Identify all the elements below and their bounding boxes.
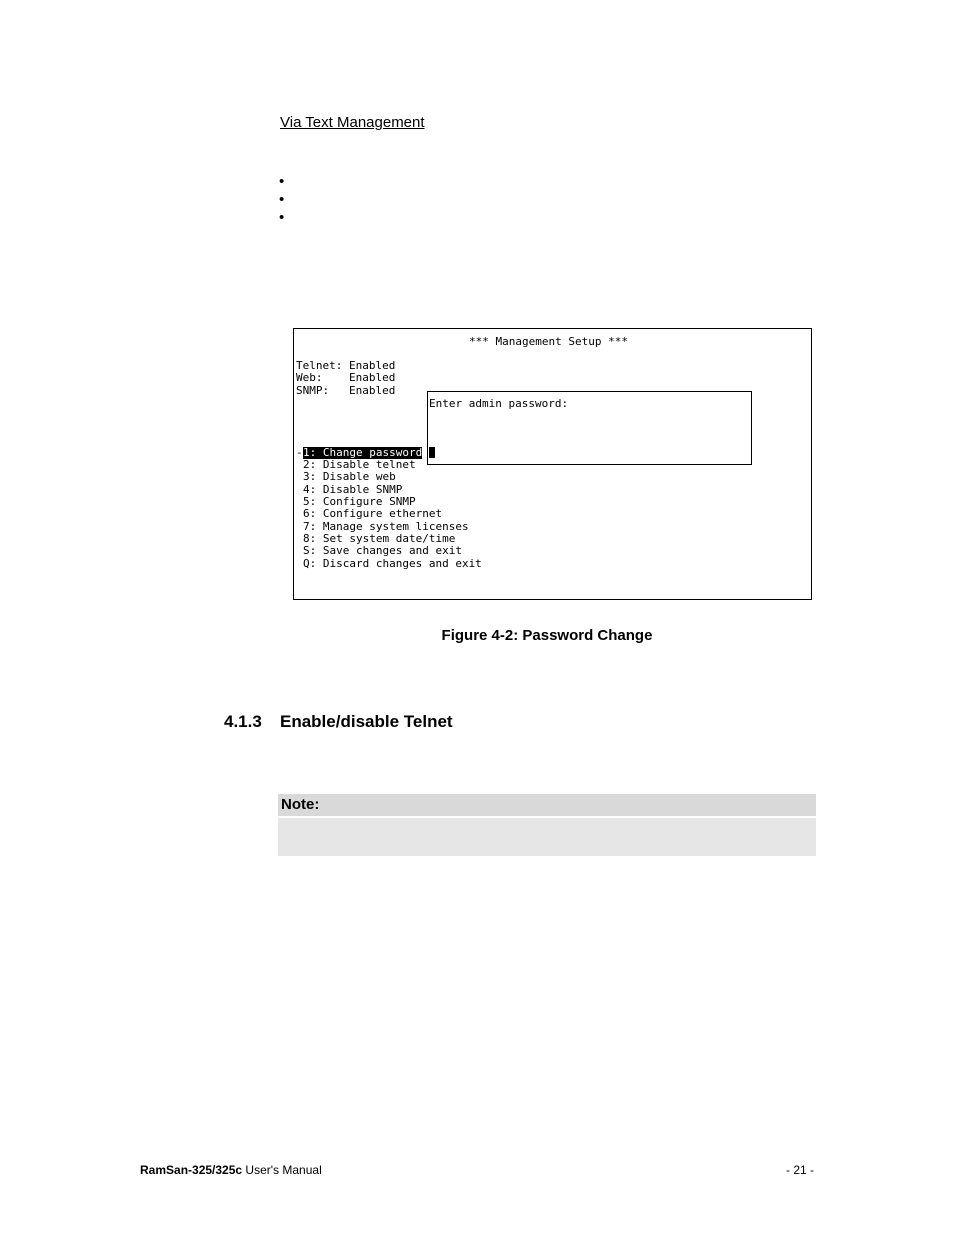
footer-title — [140, 1163, 322, 1177]
bullet-item: • — [279, 173, 285, 190]
menu-item-set-date-time[interactable]: 8: Set system date/time — [303, 532, 456, 545]
section-number: 4.1.3 — [224, 712, 262, 731]
footer-product: RamSan-325/325c — [140, 1163, 243, 1177]
menu-item-disable-snmp[interactable]: 4: Disable SNMP — [303, 483, 403, 496]
status-snmp: SNMP: Enabled — [296, 384, 396, 397]
menu-item-disable-web[interactable]: 3: Disable web — [303, 470, 396, 483]
terminal-screenshot — [293, 328, 812, 600]
selection-marker: - — [296, 446, 303, 459]
password-prompt: Enter admin password: — [429, 397, 569, 410]
menu-item-configure-ethernet[interactable]: 6: Configure ethernet — [303, 507, 443, 520]
menu-item-disable-telnet[interactable]: 2: Disable telnet — [303, 458, 416, 471]
menu-item-save-exit[interactable]: S: Save changes and exit — [303, 544, 462, 557]
section-heading — [224, 712, 453, 732]
text-cursor — [429, 447, 435, 458]
status-telnet: Telnet: Enabled — [296, 359, 396, 372]
menu-item-configure-snmp[interactable]: 5: Configure SNMP — [303, 495, 416, 508]
page-number: - 21 - — [785, 1163, 814, 1177]
footer-manual: User's Manual — [242, 1163, 322, 1177]
status-web: Web: Enabled — [296, 371, 396, 384]
section-title: Enable/disable Telnet — [280, 712, 453, 731]
note-label: Note: — [278, 794, 816, 816]
bullet-item: • — [279, 209, 285, 226]
note-body — [278, 818, 816, 856]
menu-item-change-password[interactable]: 1: Change password — [303, 446, 423, 459]
terminal-title: *** Management Setup *** — [469, 335, 628, 348]
password-dialog — [427, 391, 752, 465]
note-box — [278, 794, 816, 856]
bullet-item: • — [279, 191, 285, 208]
menu-item-discard-exit[interactable]: Q: Discard changes and exit — [303, 557, 482, 570]
menu-item-manage-licenses[interactable]: 7: Manage system licenses — [303, 520, 469, 533]
figure-caption: Figure 4-2: Password Change — [441, 627, 653, 644]
section-link[interactable]: Via Text Management — [280, 114, 425, 131]
